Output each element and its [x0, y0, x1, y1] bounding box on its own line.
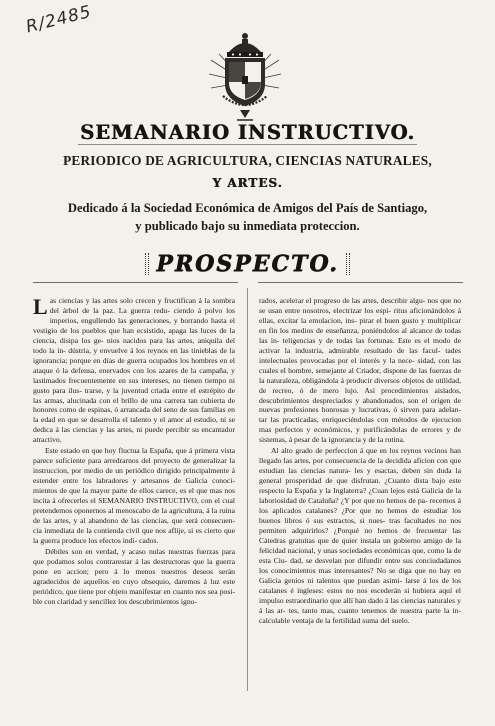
paragraph: Las ciencias y las artes solo crecen y fructifican á la sombra del árbol de la paz. La guerra redu- ciendo á polvo los imperios, engullendo las generaciones, y borrando hasta el vestigio de los pueblos que han ecsistido, apaga las luces de la ciencia, disipa los ge- nios nacidos para las artes, aniquila del todo la in- dústria, y envuelve á los reynos en las tinieblas de la ignorancia; porque en días de guerra ocupados los hombres en el ataque ó la defensa, enervados con los azares de la campaña, y lastimados frecuentemente en sus intereses, no tienen tiempo ni gusto para ilus- trarse, y la juventud criada entre el estrépito de las armas, alucinada con el brillo de una carrera tan cubierta de honores como de espinas, ó arrancada del seno de sus familias en la edad en que se desarrolla el talento y el amor al estudio, ni se dedica á las ciencias y las artes, ni puede percibir su encantador atractivo. — [33, 296, 235, 445]
dedication-line-2: y publicado bajo su inmediata proteccion. — [135, 219, 360, 233]
paragraph: Este estado en que hoy fluctua la España, que á primera vista parece suficiente para arredrarnos del proyecto de generalizar la instruccion, por medio de un periódico dirigido principalmente á estender entre los labradores y artesanos de Galicia conoci- mientos de que la mayor parte de ellos carece, es el que mas nos incita á ofrecerles el SEMANARIO INSTRUCTIVO, con el cual pretendemos oponernos al menoscabo de la agricultura, á la ruina de las artes, y al abandono de las ciencias, que será consecuen- cia inmediata de la contienda civil que nos aflije, si es cierto que la guerra produce los efectos indi- cados. — [33, 446, 235, 545]
right-rule — [258, 282, 463, 283]
masthead-subtitle-arts: Y ARTES. — [212, 176, 283, 190]
drop-cap: L — [33, 296, 48, 319]
masthead-subtitle: PERIODICO DE AGRICULTURA, CIENCIAS NATURALES, — [63, 153, 432, 168]
left-rule — [33, 282, 238, 283]
left-column — [33, 296, 235, 691]
masthead-dedication — [0, 199, 495, 235]
dedication-line-1: Dedicado á la Sociedad Económica de Amigos del País de Santiago, — [67, 201, 428, 215]
paragraph: rados, acelerar el progreso de las artes, describir algu- nos que no se usan entre nosotros, electrizar los espí- ritus aficionándolos á ellas, excitar la emulacion, ins- pirar el buen gusto y multiplicar en fin los medios de enseñanza, poniéndolos al alcance de todas las in- teligencias y de todas las fortunas. Este es el modo de activar la industria, admirable resultado de las facul- tades intelectuales provocadas por el interés y la nece- sidad, con las cuales el hombre, semejante al Criador, dispone de las fuerzas de la naturaleza, obligándola á producir diversos objetos de utilidad, de recreo, ó de mero lujo. Así procedimientos aislados, descubrimientos despreciados y abandonados, son el orígen de nuevas profesiones honrosas y lucrativas, ó sirven para adelan- tar las practicadas, enriqueciéndolas con métodos de ejecucion mas perfectos y económicos, y purificándolas de errores y de sistemas, á pesar de la ignorancia y de la rutina. — [259, 296, 461, 445]
column-divider — [247, 288, 248, 691]
section-title: PROSPECTO. — [0, 251, 495, 277]
masthead-title: SEMANARIO INSTRUCTIVO. — [79, 121, 416, 144]
paragraph: Débiles son en verdad, y acaso nulas nuestras fuerzas para que podamos solos contrarestar á las destructoras que la guerra pone en accion; pero á lo menos nuestros deseos serán agradecidos de aquellos en cuyo obsequio, daremos á luz este periódico, que tiene por objeto manifestar en cuanto nos sea posi- ble con claridad y sencillez los descubrimientos igno- — [33, 546, 235, 606]
handwritten-shelfmark: R/2485 — [24, 1, 94, 38]
right-column — [259, 296, 461, 691]
paragraph: Al alto grado de perfeccion á que en los reynos vecinos han llegado las artes, por consecuencia de la decidida aficion con que estudian las ciencias natura- les y esactas, deben sin duda la general prosperidad de que disfrutan. ¿Cuanto dista bajo este respecto la España y la Inglaterra? ¿Cuan lejos está Galicia de la laboriosidad de Cataluña? ¿Y por que no hemos de pa- recernos á los aplicados catalanes? ¿Por que no hemos de estudiar los buenos libros ó sus estractos, si nues- tras facultades no nos permiten adquirirlos? ¿Porqué no hemos de frecuentar las Cátedras gratuitas que de quier instala un gobierno amigo de la felicidad nacional, y unas sociedades económicas que, como la de esta Ciu- dad, se desvelan por difundir entre sus conciudadanos los conocimientos mas interesantes? No se diga que no hay en Galicia genios ni talentos que puedan asimi- larse á los de los catalanes é ingleses: estos no nos escederán si hubiera aquí el impulso estraordinario que allí han dado á las ciencias naturales y á las ar- tes, tanto mas, cuanto tenemos de nuestra parte la in- calculable ventaja de la fertilidad suma del suelo. — [259, 446, 461, 625]
royal-coat-of-arms-icon — [207, 30, 283, 124]
